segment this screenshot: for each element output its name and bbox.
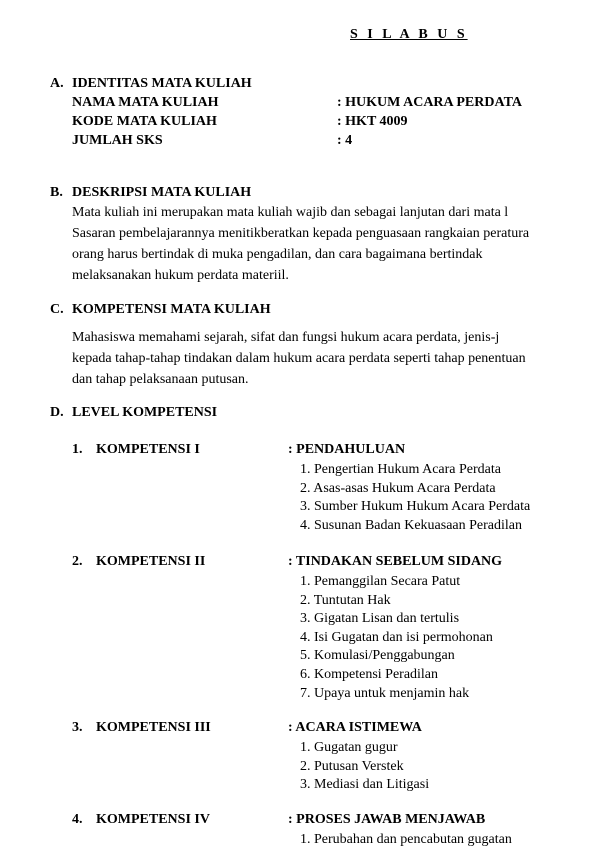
section-a-heading: IDENTITAS MATA KULIAH [72, 76, 252, 91]
credits-value: : 4 [337, 133, 353, 148]
competency-topic-list [300, 831, 512, 850]
competency-label: KOMPETENSI I [96, 442, 200, 457]
course-code-value: : HKT 4009 [337, 114, 408, 129]
credits-label: JUMLAH SKS [72, 133, 163, 148]
competency-topic: : PENDAHULUAN [288, 442, 406, 457]
competency-number: 3. [72, 720, 83, 735]
competency-label: KOMPETENSI III [96, 720, 211, 735]
description-line: Sasaran pembelajarannya menitikberatkan kepada penguasaan rangkaian peratura [72, 226, 530, 241]
competency-number: 1. [72, 442, 83, 457]
topic-item: 1. Gugatan gugur [300, 740, 398, 755]
topic-item: 3. Mediasi dan Litigasi [300, 777, 430, 793]
competency-label: KOMPETENSI IV [96, 812, 210, 827]
topic-item: 4. Isi Gugatan dan isi permohonan [300, 629, 493, 645]
competency-topic: : TINDAKAN SEBELUM SIDANG [288, 554, 503, 569]
competency-topic-list [300, 573, 493, 703]
document-title: S I L A B U S [350, 27, 468, 42]
section-d-letter: D. [50, 405, 64, 420]
competence-line: Mahasiswa memahami sejarah, sifat dan fungsi hukum acara perdata, jenis-j [72, 330, 500, 345]
section-c-heading: KOMPETENSI MATA KULIAH [72, 302, 271, 317]
topic-item: 1. Pengertian Hukum Acara Perdata [300, 462, 501, 477]
course-name-label: NAMA MATA KULIAH [72, 95, 219, 110]
topic-item: 4. Susunan Badan Kekuasaan Peradilan [300, 517, 522, 533]
topic-item: 2. Tuntutan Hak [300, 592, 391, 608]
section-b-letter: B. [50, 185, 63, 200]
topic-item: 3. Sumber Hukum Hukum Acara Perdata [300, 499, 531, 515]
course-code-label: KODE MATA KULIAH [72, 114, 217, 129]
topic-item: 1. Perubahan dan pencabutan gugatan [300, 832, 512, 847]
competency-topic: : ACARA ISTIMEWA [288, 720, 422, 735]
topic-item: 3. Gigatan Lisan dan tertulis [300, 611, 460, 627]
competency-number: 4. [72, 812, 83, 827]
description-line: Mata kuliah ini merupakan mata kuliah wajib dan sebagai lanjutan dari mata l [72, 205, 509, 220]
topic-item: 5. Komulasi/Penggabungan [300, 648, 455, 664]
topic-item: 2. Asas-asas Hukum Acara Perdata [300, 480, 496, 496]
section-b-heading: DESKRIPSI MATA KULIAH [72, 185, 252, 200]
topic-item: 2. Putusan Verstek [300, 758, 404, 774]
course-description [72, 202, 596, 286]
section-d-heading: LEVEL KOMPETENSI [72, 405, 218, 420]
competency-topic-list [300, 739, 429, 795]
description-line: orang harus bertindak di muka pengadilan, dan cara bagaimana bertindak [72, 247, 483, 262]
course-name-value: : HUKUM ACARA PERDATA [337, 95, 522, 110]
competency-topic-list [300, 461, 530, 535]
topic-item: 1. Pemanggilan Secara Patut [300, 574, 461, 589]
competency-topic: : PROSES JAWAB MENJAWAB [288, 812, 486, 827]
competency-number: 2. [72, 554, 83, 569]
competence-line: dan tahap pelaksanaan putusan. [72, 372, 249, 387]
section-a-letter: A. [50, 76, 64, 91]
course-competence-text [72, 327, 596, 390]
topic-item: 6. Kompetensi Peradilan [300, 666, 439, 682]
topic-item: 7. Upaya untuk menjamin hak [300, 685, 470, 701]
description-line: melaksanakan hukum perdata materiil. [72, 268, 289, 283]
competency-label: KOMPETENSI II [96, 554, 206, 569]
section-c-letter: C. [50, 302, 64, 317]
competence-line: kepada tahap-tahap tindakan dalam hukum acara perdata seperti tahap penentuan [72, 351, 526, 366]
